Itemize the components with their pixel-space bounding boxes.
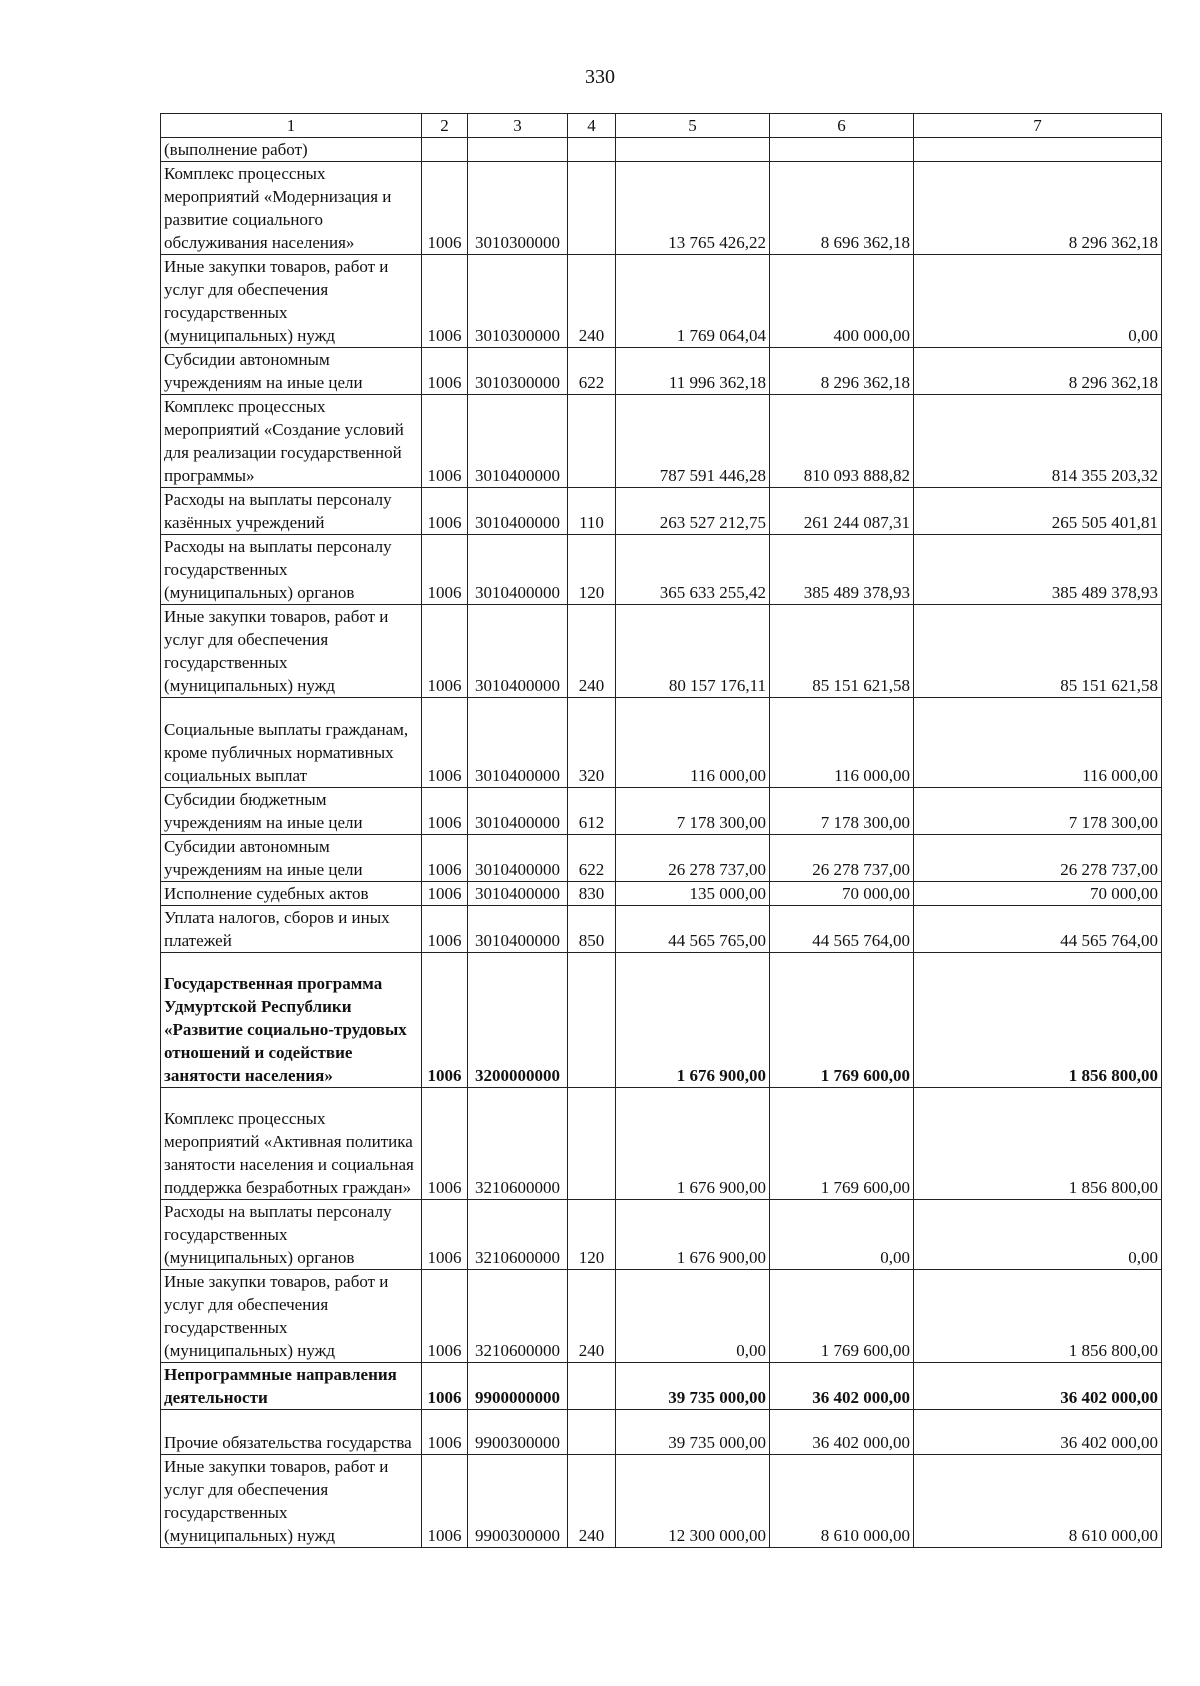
row-target-code: 3010400000 [468,788,568,835]
row-expense-type [568,395,616,488]
row-expense-type: 320 [568,698,616,788]
row-amount-year1: 13 765 426,22 [616,162,770,255]
row-name: Исполнение судебных актов [161,882,422,906]
table-row [161,1200,1162,1270]
row-target-code: 9900300000 [468,1410,568,1455]
row-name: Прочие обязательства государства [161,1410,422,1455]
header-cell: 1 [161,114,422,138]
row-expense-type: 622 [568,348,616,395]
row-amount-year2: 116 000,00 [770,698,914,788]
row-amount-year2: 8 696 362,18 [770,162,914,255]
row-amount-year3: 1 856 800,00 [914,953,1162,1088]
row-name: Уплата налогов, сборов и иных платежей [161,906,422,953]
header-cell: 4 [568,114,616,138]
row-section: 1006 [422,835,468,882]
row-name: Комплекс процессных мероприятий «Создание условий для реализации государственной программы» [161,395,422,488]
row-section: 1006 [422,395,468,488]
table-row [161,488,1162,535]
row-name: (выполнение работ) [161,138,422,162]
row-target-code: 3010300000 [468,162,568,255]
row-amount-year3: 265 505 401,81 [914,488,1162,535]
row-section: 1006 [422,348,468,395]
row-amount-year1: 7 178 300,00 [616,788,770,835]
row-amount-year3: 8 296 362,18 [914,162,1162,255]
row-amount-year2: 36 402 000,00 [770,1363,914,1410]
row-section: 1006 [422,882,468,906]
row-target-code: 3010400000 [468,698,568,788]
row-target-code: 3010400000 [468,488,568,535]
row-amount-year3: 8 610 000,00 [914,1455,1162,1548]
row-section [422,138,468,162]
row-name: Расходы на выплаты персоналу государственных (муниципальных) органов [161,1200,422,1270]
row-target-code: 3010300000 [468,255,568,348]
header-cell: 2 [422,114,468,138]
table-row [161,953,1162,1088]
row-name: Государственная программа Удмуртской Республики «Развитие социально-трудовых отношений и содействие занятости населения» [161,953,422,1088]
row-amount-year1: 263 527 212,75 [616,488,770,535]
header-cell: 7 [914,114,1162,138]
table-row [161,138,1162,162]
row-name: Иные закупки товаров, работ и услуг для обеспечения государственных (муниципальных) нужд [161,605,422,698]
row-amount-year3: 7 178 300,00 [914,788,1162,835]
row-section: 1006 [422,1270,468,1363]
row-target-code: 9900300000 [468,1455,568,1548]
row-amount-year2: 70 000,00 [770,882,914,906]
row-name: Субсидии автономным учреждениям на иные цели [161,348,422,395]
row-target-code: 3210600000 [468,1200,568,1270]
row-amount-year1: 1 676 900,00 [616,1200,770,1270]
row-amount-year2: 8 610 000,00 [770,1455,914,1548]
table-row [161,1363,1162,1410]
table-row [161,788,1162,835]
budget-table [160,113,1162,1548]
row-expense-type [568,1088,616,1200]
row-name: Комплекс процессных мероприятий «Модернизация и развитие социального обслуживания населения» [161,162,422,255]
row-expense-type: 110 [568,488,616,535]
row-amount-year3: 36 402 000,00 [914,1410,1162,1455]
row-amount-year3: 85 151 621,58 [914,605,1162,698]
table-row [161,882,1162,906]
row-section: 1006 [422,906,468,953]
table-row [161,1270,1162,1363]
row-amount-year2: 1 769 600,00 [770,953,914,1088]
row-target-code [468,138,568,162]
row-amount-year2: 810 093 888,82 [770,395,914,488]
row-amount-year3: 0,00 [914,255,1162,348]
row-amount-year3: 0,00 [914,1200,1162,1270]
table-row [161,255,1162,348]
row-amount-year1: 1 769 064,04 [616,255,770,348]
row-section: 1006 [422,788,468,835]
row-name: Иные закупки товаров, работ и услуг для обеспечения государственных (муниципальных) нужд [161,1270,422,1363]
table-row [161,698,1162,788]
row-expense-type: 830 [568,882,616,906]
row-amount-year1: 365 633 255,42 [616,535,770,605]
row-expense-type [568,1363,616,1410]
row-name: Иные закупки товаров, работ и услуг для обеспечения государственных (муниципальных) нужд [161,1455,422,1548]
row-amount-year3: 116 000,00 [914,698,1162,788]
row-amount-year1: 135 000,00 [616,882,770,906]
row-name: Субсидии бюджетным учреждениям на иные цели [161,788,422,835]
row-name: Социальные выплаты гражданам, кроме публичных нормативных социальных выплат [161,698,422,788]
row-name: Расходы на выплаты персоналу государственных (муниципальных) органов [161,535,422,605]
row-amount-year1: 1 676 900,00 [616,953,770,1088]
row-target-code: 9900000000 [468,1363,568,1410]
row-amount-year3: 44 565 764,00 [914,906,1162,953]
row-section: 1006 [422,255,468,348]
table-row [161,1455,1162,1548]
row-amount-year1: 39 735 000,00 [616,1363,770,1410]
row-amount-year2: 0,00 [770,1200,914,1270]
row-expense-type: 120 [568,1200,616,1270]
row-name: Комплекс процессных мероприятий «Активная политика занятости населения и социальная поддержка безработных граждан» [161,1088,422,1200]
row-target-code: 3010300000 [468,348,568,395]
row-expense-type [568,138,616,162]
row-section: 1006 [422,1410,468,1455]
table-row [161,906,1162,953]
row-amount-year3: 36 402 000,00 [914,1363,1162,1410]
row-amount-year1: 1 676 900,00 [616,1088,770,1200]
row-target-code: 3210600000 [468,1088,568,1200]
row-expense-type [568,953,616,1088]
row-section: 1006 [422,1200,468,1270]
row-amount-year3: 26 278 737,00 [914,835,1162,882]
row-name: Расходы на выплаты персоналу казённых учреждений [161,488,422,535]
row-section: 1006 [422,162,468,255]
row-amount-year3: 70 000,00 [914,882,1162,906]
row-name: Непрограммные направления деятельности [161,1363,422,1410]
row-expense-type: 850 [568,906,616,953]
row-target-code: 3210600000 [468,1270,568,1363]
row-amount-year1: 39 735 000,00 [616,1410,770,1455]
row-section: 1006 [422,953,468,1088]
row-amount-year3: 1 856 800,00 [914,1088,1162,1200]
row-expense-type [568,1410,616,1455]
row-amount-year2: 1 769 600,00 [770,1270,914,1363]
row-target-code: 3010400000 [468,395,568,488]
row-expense-type: 240 [568,1270,616,1363]
row-target-code: 3010400000 [468,605,568,698]
row-target-code: 3010400000 [468,882,568,906]
table-row [161,162,1162,255]
row-expense-type [568,162,616,255]
row-amount-year1: 11 996 362,18 [616,348,770,395]
row-section: 1006 [422,1363,468,1410]
row-amount-year2 [770,138,914,162]
table-row [161,348,1162,395]
table-row [161,395,1162,488]
row-section: 1006 [422,605,468,698]
row-amount-year2: 400 000,00 [770,255,914,348]
row-target-code: 3200000000 [468,953,568,1088]
row-expense-type: 622 [568,835,616,882]
page-number: 330 [585,66,615,88]
row-amount-year1: 0,00 [616,1270,770,1363]
row-amount-year1: 26 278 737,00 [616,835,770,882]
row-section: 1006 [422,535,468,605]
row-amount-year1: 116 000,00 [616,698,770,788]
row-amount-year3: 814 355 203,32 [914,395,1162,488]
row-amount-year2: 385 489 378,93 [770,535,914,605]
row-section: 1006 [422,1455,468,1548]
header-row [161,114,1162,138]
row-target-code: 3010400000 [468,906,568,953]
row-target-code: 3010400000 [468,535,568,605]
row-amount-year1: 80 157 176,11 [616,605,770,698]
table-row [161,1410,1162,1455]
row-section: 1006 [422,488,468,535]
row-amount-year2: 1 769 600,00 [770,1088,914,1200]
header-cell: 6 [770,114,914,138]
row-amount-year2: 26 278 737,00 [770,835,914,882]
row-expense-type: 240 [568,605,616,698]
row-amount-year3: 8 296 362,18 [914,348,1162,395]
row-amount-year2: 36 402 000,00 [770,1410,914,1455]
row-amount-year2: 44 565 764,00 [770,906,914,953]
row-amount-year2: 261 244 087,31 [770,488,914,535]
row-name: Субсидии автономным учреждениям на иные цели [161,835,422,882]
row-expense-type: 612 [568,788,616,835]
row-amount-year1: 12 300 000,00 [616,1455,770,1548]
table-row [161,835,1162,882]
row-expense-type: 120 [568,535,616,605]
row-expense-type: 240 [568,255,616,348]
table-row [161,605,1162,698]
row-section: 1006 [422,698,468,788]
header-cell: 3 [468,114,568,138]
row-amount-year3: 385 489 378,93 [914,535,1162,605]
row-amount-year3 [914,138,1162,162]
row-amount-year1: 44 565 765,00 [616,906,770,953]
row-name: Иные закупки товаров, работ и услуг для обеспечения государственных (муниципальных) нужд [161,255,422,348]
header-cell: 5 [616,114,770,138]
row-amount-year1 [616,138,770,162]
row-target-code: 3010400000 [468,835,568,882]
row-amount-year2: 7 178 300,00 [770,788,914,835]
row-amount-year2: 85 151 621,58 [770,605,914,698]
row-amount-year2: 8 296 362,18 [770,348,914,395]
row-section: 1006 [422,1088,468,1200]
table-row [161,535,1162,605]
row-expense-type: 240 [568,1455,616,1548]
row-amount-year1: 787 591 446,28 [616,395,770,488]
row-amount-year3: 1 856 800,00 [914,1270,1162,1363]
table-row [161,1088,1162,1200]
